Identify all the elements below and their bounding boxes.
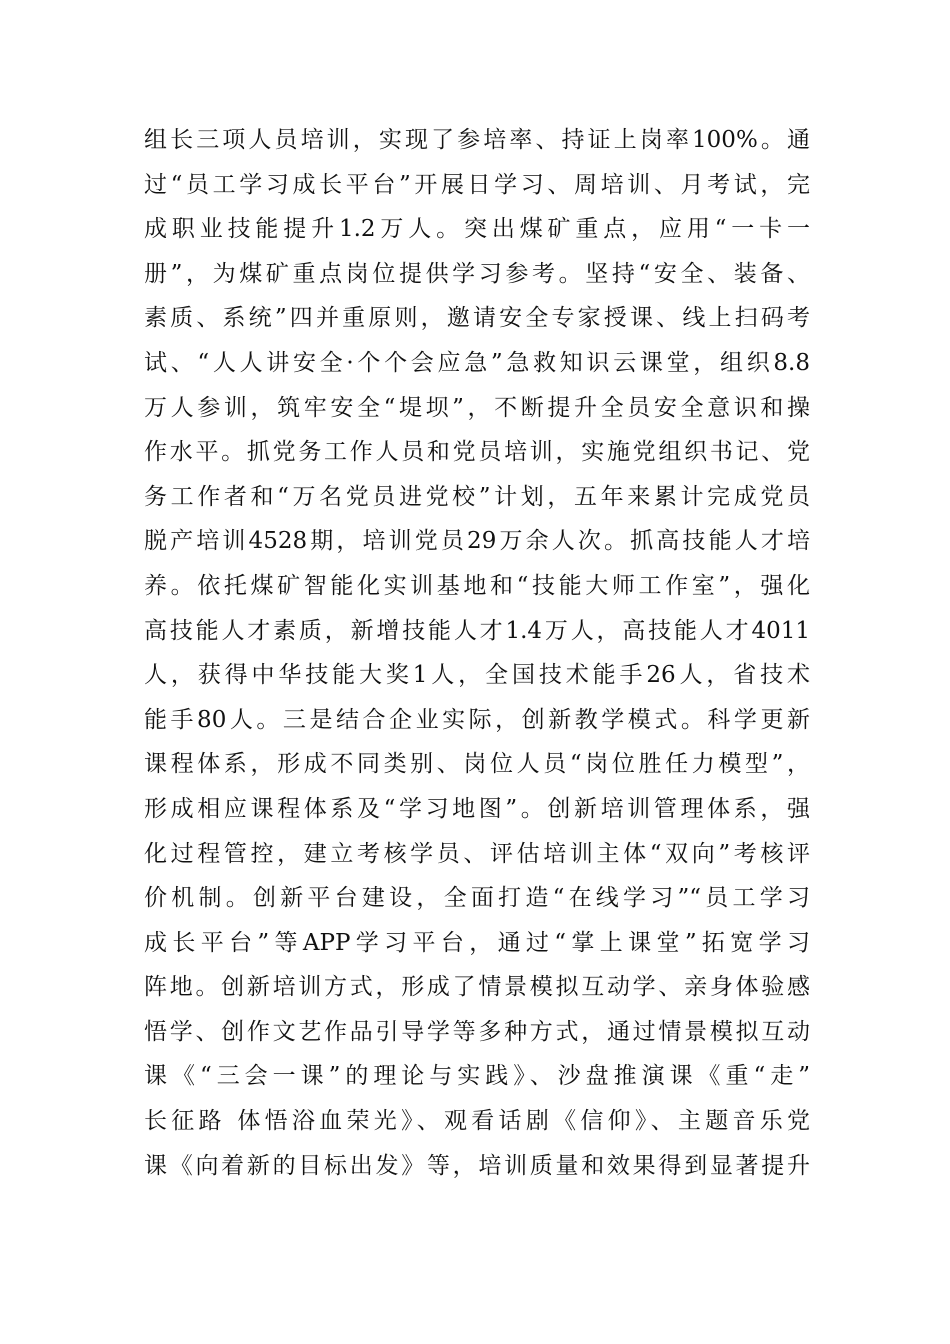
- text-line: 脱产培训4528期，培训党员29万余人次。抓高技能人才培: [144, 528, 810, 555]
- text-line: 形成相应课程体系及“学习地图”。创新培训管理体系，强: [144, 795, 810, 822]
- text-line: 价机制。创新平台建设，全面打造“在线学习”“员工学习: [144, 885, 810, 912]
- text-line: 试、“人人讲安全·个个会应急”急救知识云课堂，组织8.8: [144, 349, 810, 376]
- text-line: 课《“三会一课”的理论与实践》、沙盘推演课《重“走”: [144, 1063, 810, 1090]
- text-line: 长征路 体悟浴血荣光》、观看话剧《信仰》、主题音乐党: [144, 1108, 810, 1135]
- text-line: 过“员工学习成长平台”开展日学习、周培训、月考试，完: [144, 171, 810, 198]
- text-line: 组长三项人员培训，实现了参培率、持证上岗率100%。通: [144, 127, 810, 153]
- text-line: 课程体系，形成不同类别、岗位人员“岗位胜任力模型”，: [144, 751, 810, 778]
- text-line: 成长平台”等APP学习平台，通过“掌上课堂”拓宽学习: [144, 929, 810, 956]
- text-line: 高技能人才素质，新增技能人才1.4万人，高技能人才4011: [144, 617, 810, 644]
- text-line: 能手80人。三是结合企业实际，创新教学模式。科学更新: [144, 706, 810, 733]
- body-text: [144, 118, 810, 1188]
- text-line: 化过程管控，建立考核学员、评估培训主体“双向”考核评: [144, 840, 810, 867]
- text-line: 素质、系统”四并重原则，邀请安全专家授课、线上扫码考: [144, 305, 810, 332]
- text-line: 课《向着新的目标出发》等，培训质量和效果得到显著提升: [144, 1152, 810, 1179]
- text-line: 人，获得中华技能大奖1人，全国技术能手26人，省技术: [144, 662, 810, 689]
- text-line: 养。依托煤矿智能化实训基地和“技能大师工作室”，强化: [144, 572, 810, 599]
- text-line: 悟学、创作文艺作品引导学等多种方式，通过情景模拟互动: [144, 1018, 810, 1045]
- text-line: 册”，为煤矿重点岗位提供学习参考。坚持“安全、装备、: [144, 260, 810, 287]
- text-line: 万人参训，筑牢安全“堤坝”，不断提升全员安全意识和操: [144, 394, 810, 421]
- text-line: 成职业技能提升1.2万人。突出煤矿重点，应用“一卡一: [144, 216, 810, 243]
- text-line: 作水平。抓党务工作人员和党员培训，实施党组织书记、党: [144, 439, 810, 466]
- text-line: 务工作者和“万名党员进党校”计划，五年来累计完成党员: [144, 483, 810, 510]
- text-line: 阵地。创新培训方式，形成了情景模拟互动学、亲身体验感: [144, 974, 810, 1001]
